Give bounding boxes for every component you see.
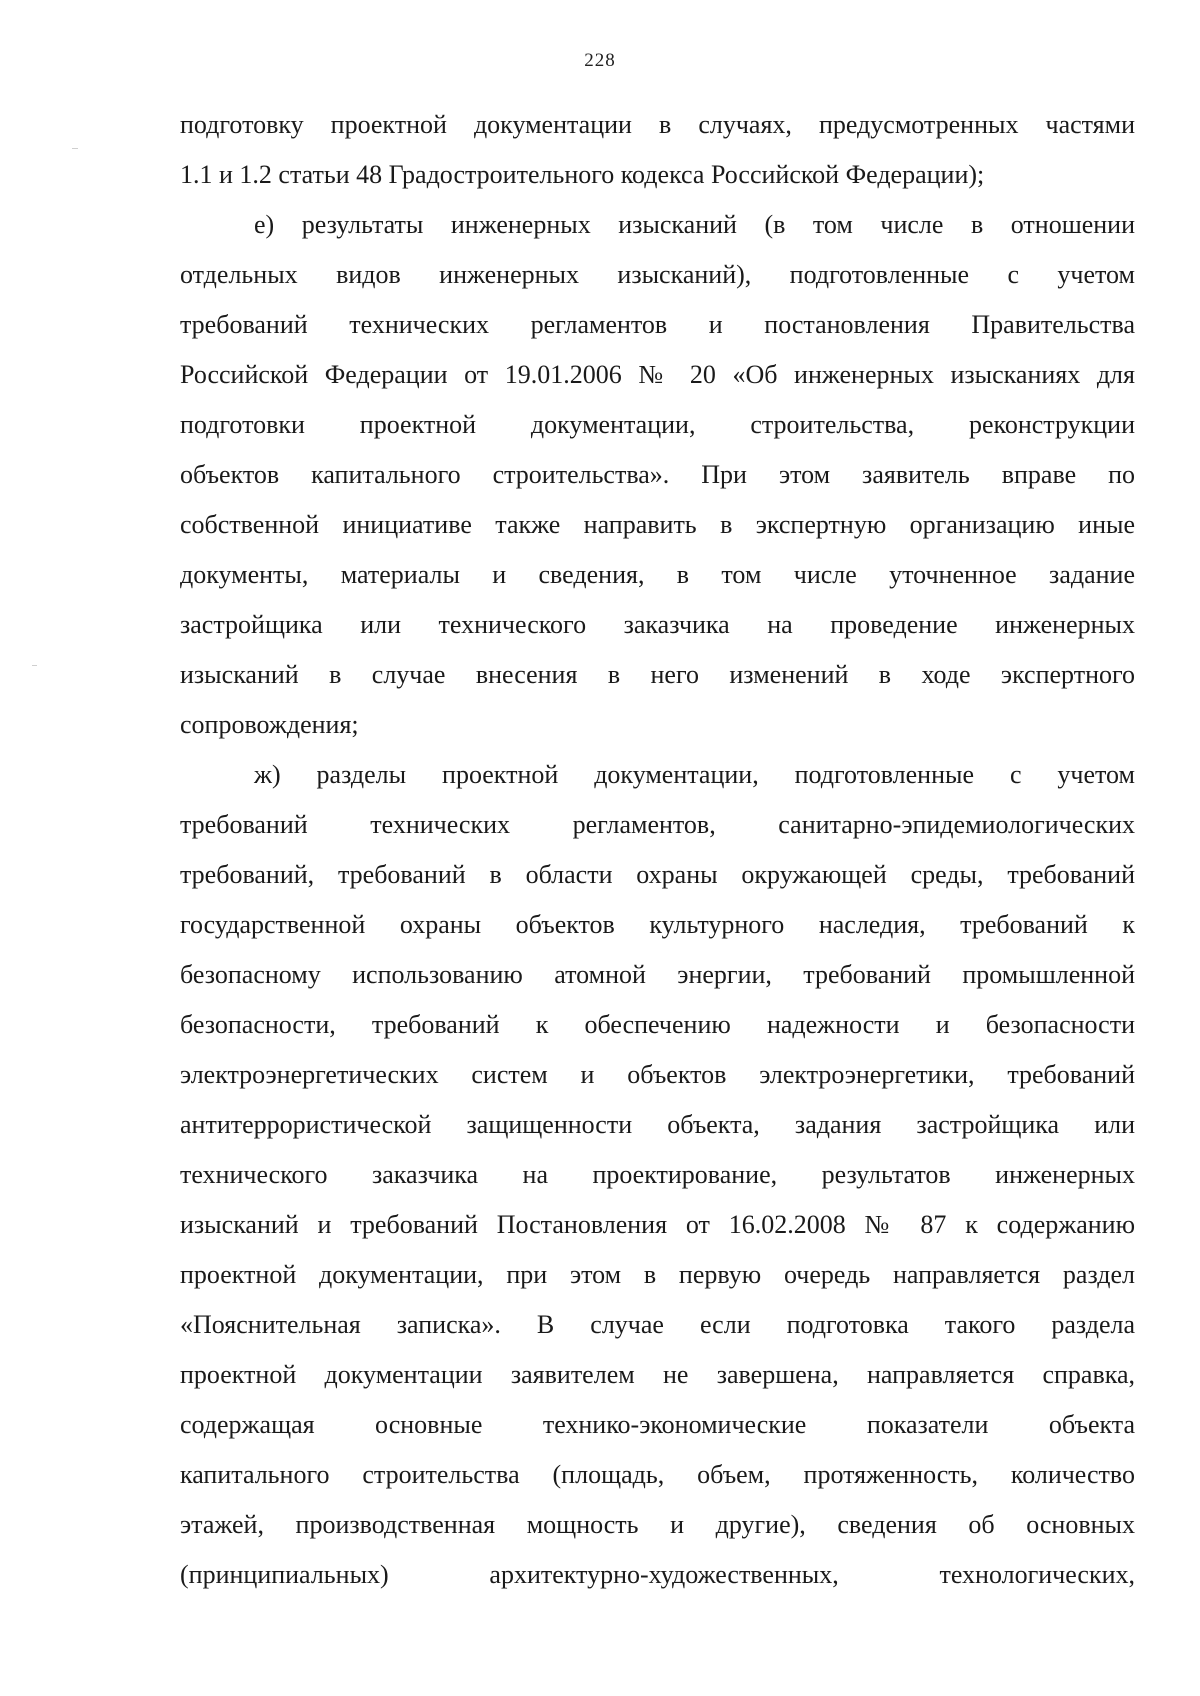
text-line: проектной документации заявителем не завершена, направляется справка, xyxy=(180,1360,1135,1389)
text-line: безопасности, требований к обеспечению надежности и безопасности xyxy=(180,1010,1135,1039)
scan-margin-mark xyxy=(32,665,37,666)
text-line: ж) разделы проектной документации, подготовленные с учетом xyxy=(254,760,1135,789)
text-line: этажей, производственная мощность и другие), сведения об основных xyxy=(180,1510,1135,1539)
text-line: требований технических регламентов и постановления Правительства xyxy=(180,310,1135,339)
text-line: требований технических регламентов, санитарно-эпидемиологических xyxy=(180,810,1135,839)
text-line: подготовку проектной документации в случаях, предусмотренных частями xyxy=(180,110,1135,139)
text-line: сопровождения; xyxy=(180,710,359,739)
text-line: электроэнергетических систем и объектов электроэнергетики, требований xyxy=(180,1060,1135,1089)
text-line: (принципиальных) архитектурно-художественных, технологических, xyxy=(180,1560,1135,1589)
text-line: «Пояснительная записка». В случае если подготовка такого раздела xyxy=(180,1310,1135,1339)
page-number: 228 xyxy=(584,50,616,71)
text-line: Российской Федерации от 19.01.2006 № 20 «Об инженерных изысканиях для xyxy=(180,360,1135,389)
text-line: требований, требований в области охраны окружающей среды, требований xyxy=(180,860,1135,889)
text-line: государственной охраны объектов культурного наследия, требований к xyxy=(180,910,1135,939)
text-line: документы, материалы и сведения, в том числе уточненное задание xyxy=(180,560,1135,589)
text-line: содержащая основные технико-экономические показатели объекта xyxy=(180,1410,1135,1439)
text-line: изысканий и требований Постановления от 16.02.2008 № 87 к содержанию xyxy=(180,1210,1135,1239)
text-line: е) результаты инженерных изысканий (в том числе в отношении xyxy=(254,210,1135,239)
text-line: собственной инициативе также направить в экспертную организацию иные xyxy=(180,510,1135,539)
text-line: подготовки проектной документации, строительства, реконструкции xyxy=(180,410,1135,439)
text-line: изысканий в случае внесения в него изменений в ходе экспертного xyxy=(180,660,1135,689)
text-line: технического заказчика на проектирование, результатов инженерных xyxy=(180,1160,1135,1189)
text-line: проектной документации, при этом в первую очередь направляется раздел xyxy=(180,1260,1135,1289)
text-line: 1.1 и 1.2 статьи 48 Градостроительного кодекса Российской Федерации); xyxy=(180,160,985,189)
text-line: капитального строительства (площадь, объем, протяженность, количество xyxy=(180,1460,1135,1489)
text-line: застройщика или технического заказчика на проведение инженерных xyxy=(180,610,1135,639)
text-line: отдельных видов инженерных изысканий), подготовленные с учетом xyxy=(180,260,1135,289)
text-line: объектов капитального строительства». При этом заявитель вправе по xyxy=(180,460,1135,489)
text-line: безопасному использованию атомной энергии, требований промышленной xyxy=(180,960,1135,989)
scan-margin-mark xyxy=(72,148,78,149)
text-line: антитеррористической защищенности объекта, задания застройщика или xyxy=(180,1110,1135,1139)
body-text xyxy=(180,100,1135,1600)
